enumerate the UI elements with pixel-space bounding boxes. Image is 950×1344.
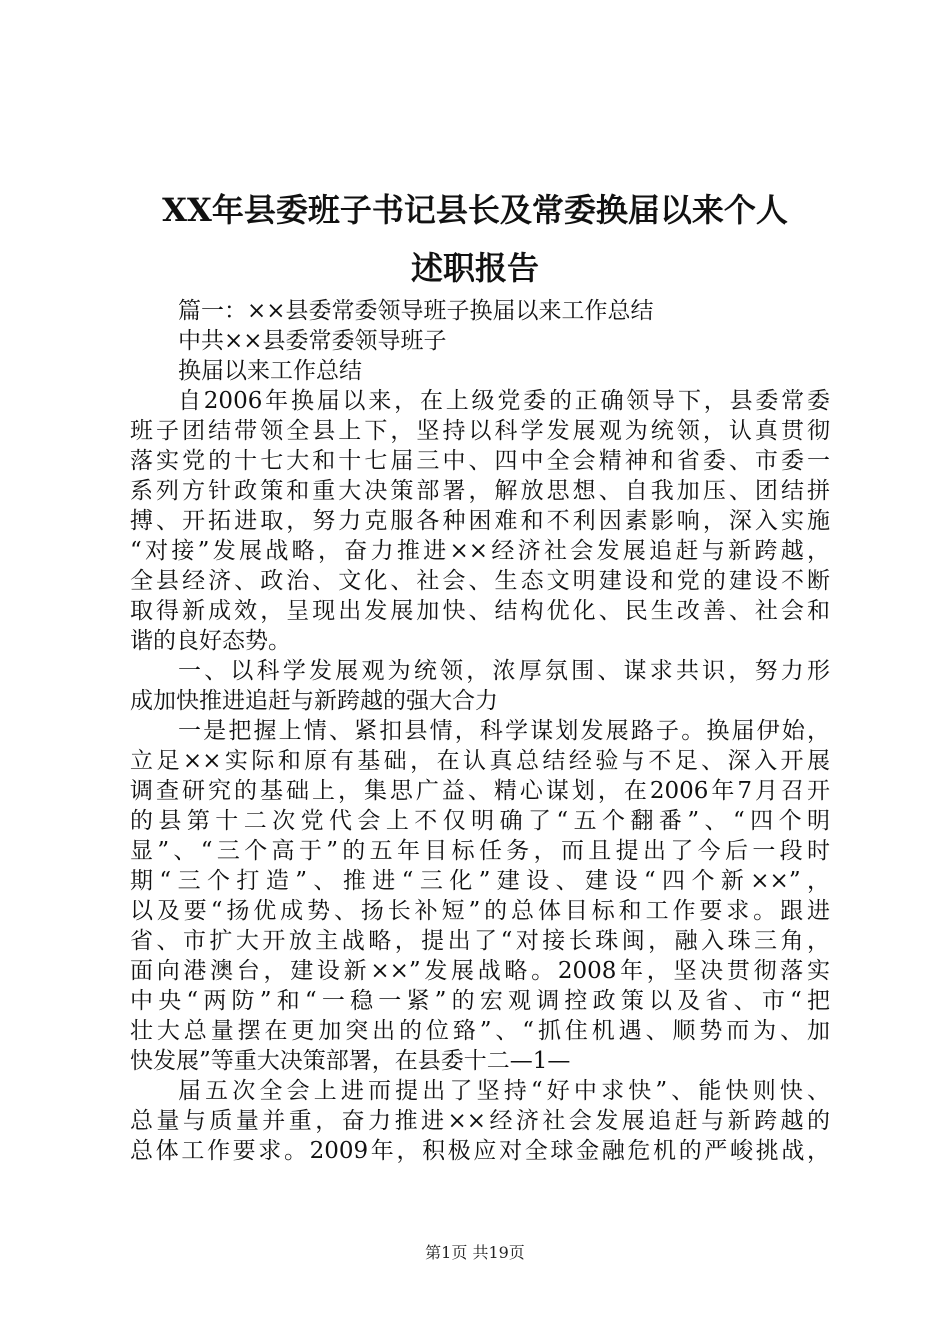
text-line: 谐的良好态势。 [130, 628, 291, 654]
document-title-line2: 述职报告 [410, 249, 539, 287]
text-line: 调查研究的基础上，集思广益、精心谋划，在2006年7月召开 [130, 778, 830, 804]
text-line: 班子团结带领全县上下，坚持以科学发展观为统领，认真贯彻 [130, 418, 830, 444]
text-line: 总体工作要求。2009年，积极应对全球金融危机的严峻挑战， [130, 1138, 830, 1164]
text-line: 届五次全会上进而提出了坚持“好中求快”、能快则快、 [178, 1078, 830, 1104]
text-line: 系列方针政策和重大决策部署，解放思想、自我加压、团结拼 [130, 478, 830, 504]
text-line: 省、市扩大开放主战略，提出了“对接长珠闽，融入珠三角， [130, 928, 830, 954]
text-line: 中共××县委常委领导班子 [178, 328, 447, 354]
text-line: 期“三个打造”、推进“三化”建设、建设“四个新××”， [130, 868, 830, 894]
text-line: 中央“两防”和“一稳一紧”的宏观调控政策以及省、市“把 [130, 988, 830, 1014]
text-line: “对接”发展战略，奋力推进××经济社会发展追赶与新跨越， [130, 538, 830, 564]
text-line: 的县第十二次党代会上不仅明确了“五个翻番”、“四个明 [130, 808, 830, 834]
text-line: 全县经济、政治、文化、社会、生态文明建设和党的建设不断 [130, 568, 830, 594]
text-line: 总量与质量并重，奋力推进××经济社会发展追赶与新跨越的 [130, 1108, 830, 1134]
document-title-line1: XX年县委班子书记县长及常委换届以来个人 [162, 191, 788, 229]
text-line: 落实党的十七大和十七届三中、四中全会精神和省委、市委一 [130, 448, 830, 474]
text-line: 篇一：××县委常委领导班子换届以来工作总结 [178, 298, 654, 324]
text-line: 以及要“扬优成势、扬长补短”的总体目标和工作要求。跟进 [130, 898, 830, 924]
text-line: 成加快推进追赶与新跨越的强大合力 [130, 688, 498, 714]
text-line: 显”、“三个高于”的五年目标任务，而且提出了今后一段时 [130, 838, 830, 864]
text-line: 一是把握上情、紧扣县情，科学谋划发展路子。换届伊始， [178, 718, 830, 744]
page-footer: 第1页 共19页 [425, 1243, 525, 1262]
text-line: 立足××实际和原有基础，在认真总结经验与不足、深入开展 [130, 748, 830, 774]
text-line: 搏、开拓进取，努力克服各种困难和不利因素影响，深入实施 [130, 508, 830, 534]
text-line: 换届以来工作总结 [178, 358, 362, 384]
text-line: 面向港澳台，建设新××”发展战略。2008年，坚决贯彻落实 [130, 958, 830, 984]
text-line: 壮大总量摆在更加突出的位臵”、“抓住机遇、顺势而为、加 [130, 1018, 830, 1044]
text-line: 一、以科学发展观为统领，浓厚氛围、谋求共识，努力形 [178, 658, 830, 684]
text-line: 取得新成效，呈现出发展加快、结构优化、民生改善、社会和 [130, 598, 830, 624]
document-body [130, 296, 830, 1166]
text-line: 快发展”等重大决策部署，在县委十二—1— [130, 1048, 571, 1074]
text-line: 自2006年换届以来，在上级党委的正确领导下，县委常委 [178, 388, 830, 414]
